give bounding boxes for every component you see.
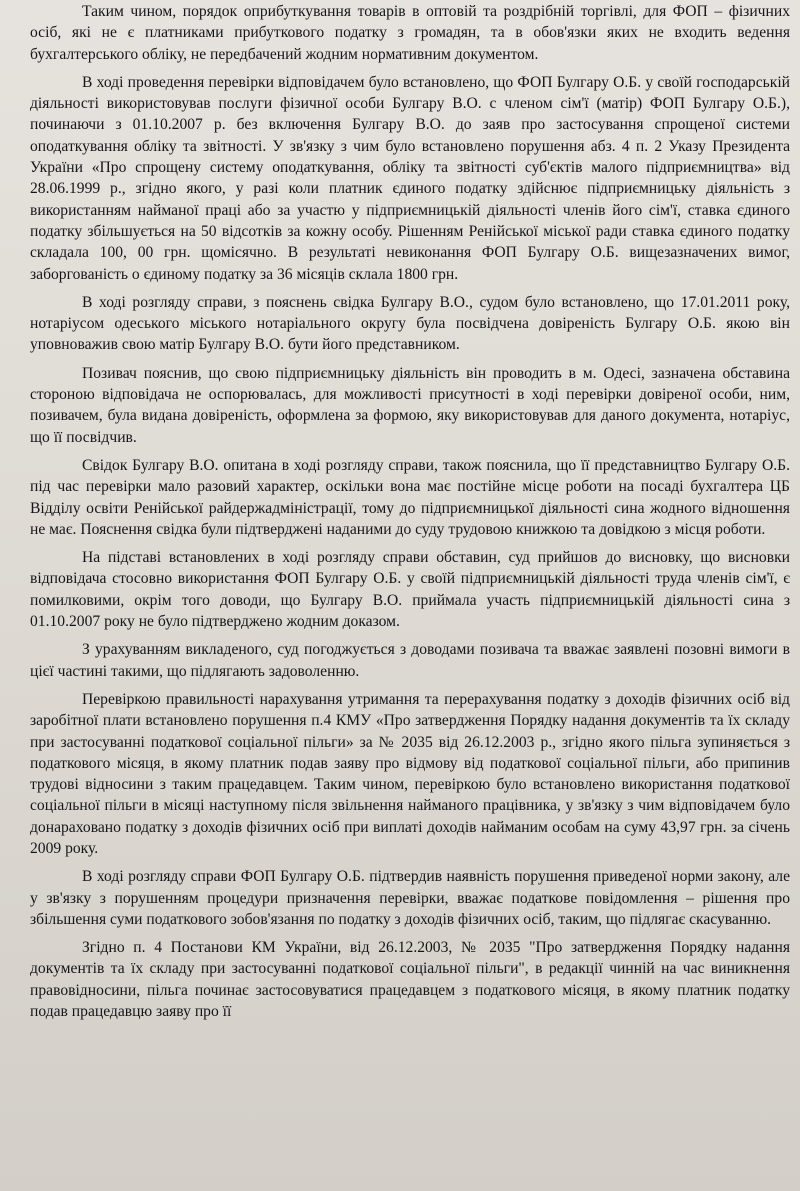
paragraph-3: В ході розгляду справи, з пояснень свідка Булгару В.О., судом було встановлено, що 17.01.2011 року, нотаріусом одеського міського нотаріального округу була посвідчена довіреність Булгару О.Б. якою він уповноважив свою матір Булгару В.О. бути його представником.	[30, 293, 790, 354]
paragraph-2: В ході проведення перевірки відповідачем було встановлено, що ФОП Булгару О.Б. у своїй господарській діяльності використовував послуги фізичної особи Булгару В.О. с членом сім'ї (матір) ФОП Булгару О.Б.), починаючи з 01.10.2007 р. без включення Булгару В.О. до заяв про застосування спрощеної системи оподаткування обліку та звітності. У зв'язку з чим було встановлено порушення абз. 4 п. 2 Указу Президента України «Про спрощену систему оподаткування, обліку та звітності суб'єктів малого підприємництва» від 28.06.1999 р., згідно якого, у разі коли платник єдиного податку здійснює підприємницьку діяльність з використанням найманої праці або за участю у підприємницькій діяльності членів його сім'ї, ставка єдиного податку збільшується на 50 відсотків за кожну особу. Рішенням Ренійської міської ради ставка єдиного податку складала 100, 00 грн. щомісячно. В результаті невиконання ФОП Булгару О.Б. вищезазначених вимог, заборгованість о єдиному податку за 36 місяців склала 1800 грн.	[30, 73, 790, 283]
paragraph-1: Таким чином, порядок оприбуткування товарів в оптовій та роздрібній торгівлі, для ФОП – фізичних осіб, які не є платниками прибуткового податку з громадян, та в обов'язки яких не входить ведення бухгалтерського обліку, не передбачений жодним нормативним документом.	[30, 3, 790, 63]
paragraph-5: Свідок Булгару В.О. опитана в ході розгляду справи, також пояснила, що її представництво Булгару О.Б. під час перевірки мало разовий характер, оскільки вона має постійне місце роботи на посаді бухгалтера ЦБ Відділу освіти Ренійської райдержадміністрації, тому до підприємницької діяльності сина жодного відношення не має. Пояснення свідка були підтверджені наданими до суду трудовою книжкою та довідкою з місця роботи.	[30, 456, 790, 538]
paragraph-7: З урахуванням викладеного, суд погоджується з доводами позивача та вважає заявлені позовні вимоги в цієї частині такими, що підлягають задоволенню.	[30, 641, 790, 680]
paragraph-9: В ході розгляду справи ФОП Булгару О.Б. підтвердив наявність порушення приведеної норми закону, але у зв'язку з порушенням процедури призначення перевірки, вважає податкове повідомлення – рішення про збільшення суми податкового зобов'язання по податку з доходів фізичних осіб, таким, що підлягає скасуванню.	[30, 868, 790, 928]
paragraph-8: Перевіркою правильності нарахування утримання та перерахування податку з доходів фізичних осіб від заробітної плати встановлено порушення п.4 КМУ «Про затвердження Порядку надання документів та їх складу при застосуванні податкової соціальної пільги» за № 2035 від 26.12.2003 р., згідно якого пільга зупиняється з податкового місяця, в якому платник подав заяву про відмову від податкової соціальної пільги, або припинив трудові відносини з таким працедавцем. Таким чином, перевіркою було встановлено використання податкової соціальної пільги в місяці наступному після звільнення найманого працівника, у зв'язку з чим відповідачем було донараховано податку з доходів фізичних осіб при виплаті доходів найманим особам на суму 43,97 грн. за січень 2009 року.	[30, 690, 790, 857]
paragraph-4: Позивач пояснив, що свою підприємницьку діяльність він проводить в м. Одесі, зазначена обставина стороною відповідача не оспорювалась, для можливості присутності в ході перевірки довіреної особи, ним, позивачем, була видана довіреність, оформлена за формою, яку використовував для даного документа, нотаріус, що її посвідчив.	[30, 364, 790, 446]
paragraph-6: На підставі встановлених в ході розгляду справи обставин, суд прийшов до висновку, що висновки відповідача стосовно використання ФОП Булгару О.Б. у своїй підприємницькій діяльності труда членів сім'ї, є помилковими, окрім того доводи, що Булгару В.О. приймала участь підприємницькій діяльності сина з 01.10.2007 року не було підтверджено жодним доказом.	[30, 549, 790, 631]
paragraph-10: Згідно п. 4 Постанови КМ України, від 26.12.2003, № 2035 "Про затвердження Порядку надання документів та їх складу при застосуванні податкової соціальної пільги", в редакції чинній на час виникнення правовідносини, пільга починає застосовуватися працедавцем з податкового місяця, в якому платник податку подав працедавцю заяву про її	[30, 939, 790, 1021]
